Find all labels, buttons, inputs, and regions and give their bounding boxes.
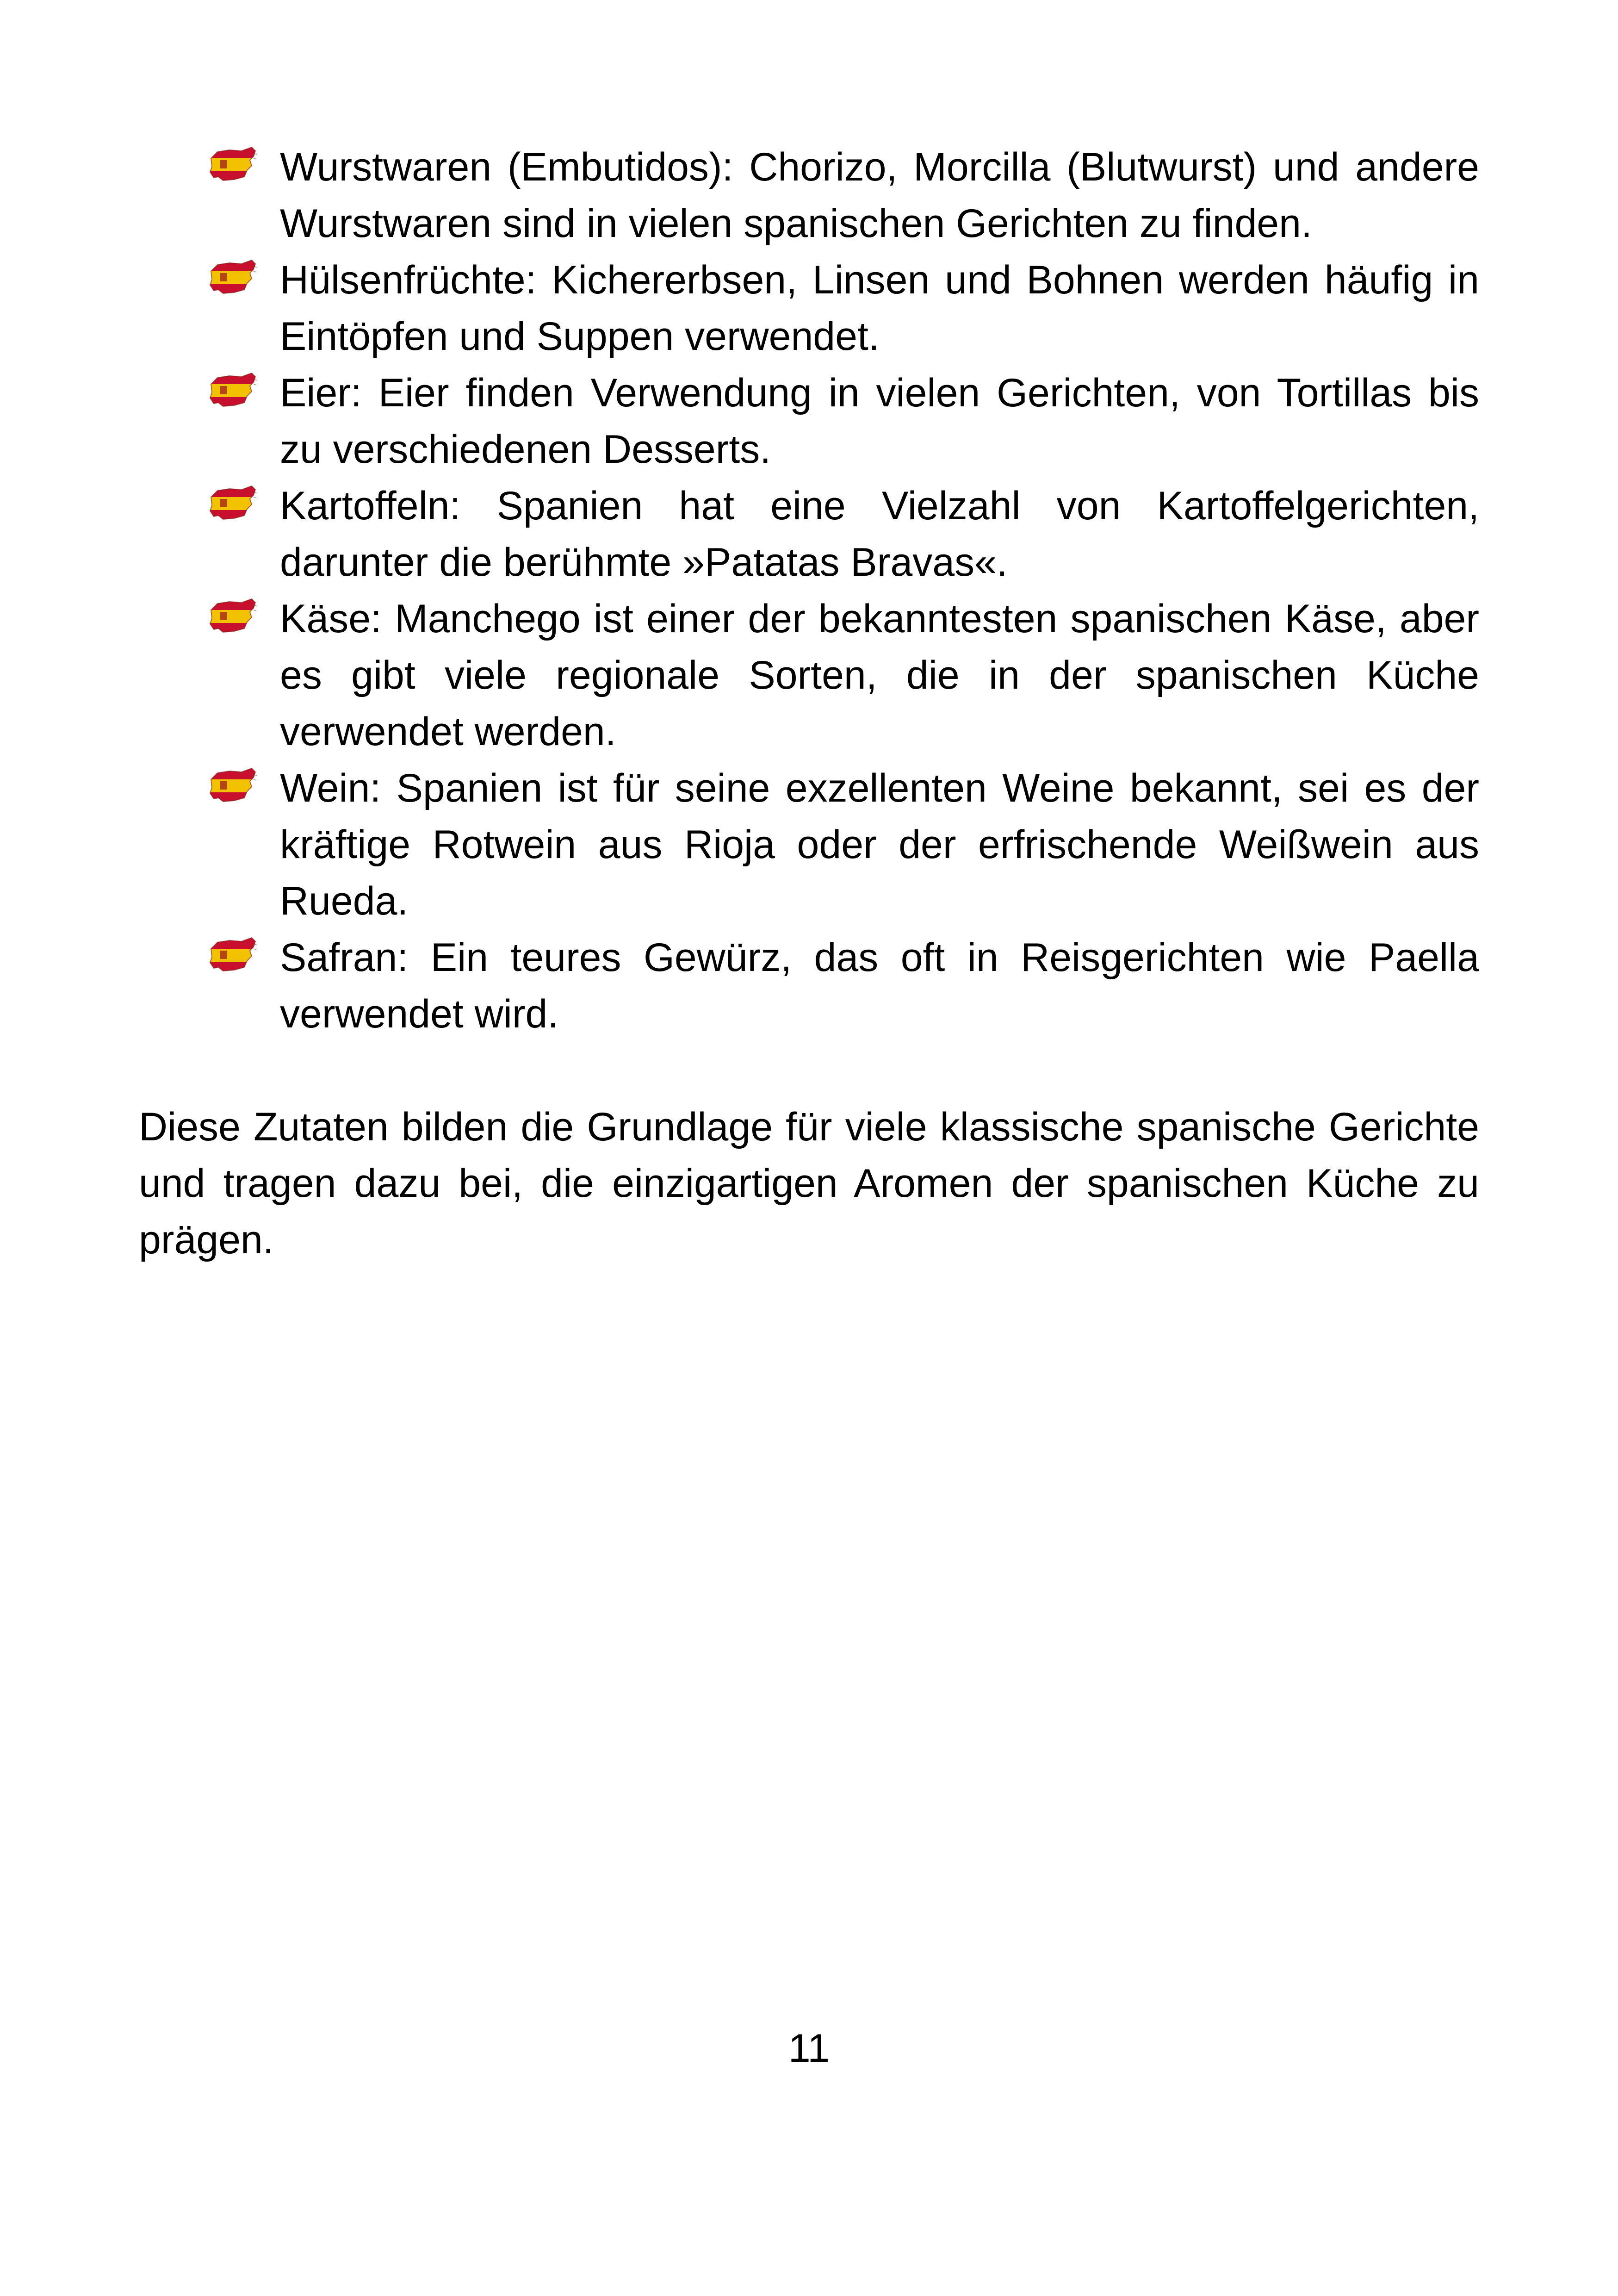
list-item [139, 760, 1479, 929]
list-item [139, 929, 1479, 1042]
list-item-text: Hülsenfrüchte: Kichererbsen, Linsen und Bohnen werden häufig in Eintöpfen und Suppen verwendet. [280, 258, 1479, 359]
spain-flag-map-icon [207, 144, 258, 183]
list-item [139, 591, 1479, 760]
list-item [139, 252, 1479, 365]
list-item-text: Wein: Spanien ist für seine exzellenten Weine bekannt, sei es der kräftige Rotwein aus Rioja oder der erfrischende Weißwein aus Rueda. [280, 766, 1479, 923]
spain-flag-map-icon [207, 596, 258, 635]
list-item-text: Wurstwaren (Embutidos): Chorizo, Morcilla (Blutwurst) und andere Wurstwaren sind in vielen spanischen Gerichten zu finden. [280, 145, 1479, 246]
list-item-text: Safran: Ein teures Gewürz, das oft in Reisgerichten wie Paella verwendet wird. [280, 935, 1479, 1036]
spain-flag-map-icon [207, 935, 258, 974]
spain-flag-map-icon [207, 765, 258, 804]
list-item [139, 365, 1479, 478]
page-content [139, 139, 1479, 1308]
spain-flag-map-icon [207, 370, 258, 409]
ingredient-list [139, 139, 1479, 1042]
list-item-text: Käse: Manchego ist einer der bekanntesten spanischen Käse, aber es gibt viele regionale Sorten, die in der spanischen Küche verwendet werden. [280, 597, 1479, 754]
page-number: 11 [788, 2026, 830, 2071]
list-item [139, 139, 1479, 252]
spain-flag-map-icon [207, 483, 258, 522]
list-item-text: Kartoffeln: Spanien hat eine Vielzahl von Kartoffelgerichten, darunter die berühmte »Patatas Bravas«. [280, 484, 1479, 585]
spain-flag-map-icon [207, 257, 258, 296]
list-item-text: Eier: Eier finden Verwendung in vielen Gerichten, von Tortillas bis zu verschiedenen Desserts. [280, 371, 1479, 472]
list-item [139, 478, 1479, 591]
closing-paragraph: Diese Zutaten bilden die Grundlage für viele klassische spanische Gerichte und tragen dazu bei, die einzigartigen Aromen der spanischen Küche zu prägen. [139, 1105, 1479, 1262]
